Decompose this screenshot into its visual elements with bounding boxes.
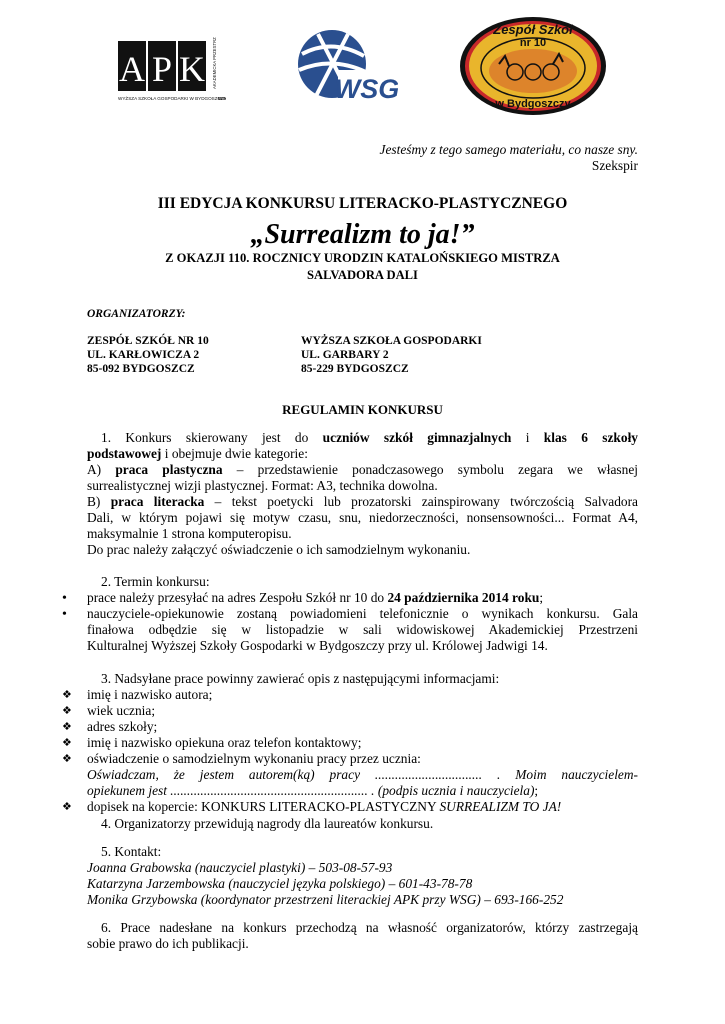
organizer-left-line: UL. KARŁOWICZA 2 [87,349,200,361]
bullet-dot-icon [62,590,82,607]
s3-item-text: imię i nazwisko autora; [87,687,213,702]
s3-title: 3. Nadsyłane prace powinny zawierać opis z następującymi informacjami: [101,671,500,686]
wsg-text: WSG [334,74,398,104]
s3-item-text: imię i nazwisko opiekuna oraz telefon kontaktowy; [87,735,362,750]
apk-letter-k: K [179,49,205,89]
bullet-dot-icon [62,606,82,623]
organizer-right-line: WYŻSZA SZKOŁA GOSPODARKI [301,335,482,347]
s1-line-1: 1. Konkurs skierowany jest do uczniów szkół gimnazjalnych i klas 6 szkoły [101,430,638,445]
s1-category-b-line-3: maksymalnie 1 strona komputeropisu. [87,526,292,541]
diamond-bullet-icon: ❖ [62,800,72,813]
organizer-left [87,334,209,376]
s2-bullet-1-text: prace należy przesyłać na adres Zespołu Szkół nr 10 do 24 października 2014 roku; [87,590,544,605]
s3-envelope-text: dopisek na kopercie: KONKURS LITERACKO-PLASTYCZNY SURREALIZM TO JA! [87,799,562,814]
s4-text: 4. Organizatorzy przewidują nagrody dla laureatów konkursu. [101,816,434,831]
organizers-label: ORGANIZATORZY: [87,308,186,320]
organizer-left-line: ZESPÓŁ SZKÓŁ NR 10 [87,335,209,347]
contact-line: Joanna Grabowska (nauczyciel plastyki) – 503-08-57-93 [87,860,393,875]
contact-line: Katarzyna Jarzembowska (nauczyciel języka polskiego) – 601-43-78-78 [87,876,473,891]
s2-bullet-2-line-2: finałowa odbędzie się w listopadzie w sali widowiskowej Akademickiej Przestrzeni [87,622,638,637]
s1-category-b-line-1: B) praca literacka – tekst poetycki lub prozatorski zainspirowany twórczością Salvadora [87,494,638,509]
apk-small-mark: WS [218,96,226,101]
contact-line: Monika Grzybowska (koordynator przestrzeni literackiej APK przy WSG) – 693-166-252 [87,892,564,907]
s1-category-a-line-1: A) praca plastyczna – przedstawienie ponadczasowego symbolu zegara we własnej [87,462,638,477]
s6-line-1: 6. Prace nadesłane na konkurs przechodzą na własność organizatorów, którzy zastrzegają [101,920,638,935]
s1-category-b-line-2: Dali, w którym pojawi się motyw czasu, snu, niedorzeczności, nonsensowności... Format A4, [87,510,638,525]
s2-bullet-2-line-3: Kulturalnej Wyższej Szkoły Gospodarki w Bydgoszczy przy ul. Królowej Jadwigi 14. [87,638,548,653]
s3-statement-text: Oświadczam, że jestem autorem(ką) pracy ................................ . Moim nauczycielem- [87,767,638,782]
diamond-bullet-icon: ❖ [62,720,72,733]
diamond-bullet-icon: ❖ [62,752,72,765]
zs10-logo [459,16,607,116]
organizer-right-line: 85-229 BYDGOSZCZ [301,363,409,375]
apk-side-text: AKADEMICKA PRZESTRZEŃ KULTURALNA [212,37,217,89]
s3-item-text: adres szkoły; [87,719,158,734]
zs10-top-text: Zespół Szkół [493,22,573,37]
subtitle-line-2: SALVADORA DALI [307,268,418,282]
apk-caption: WYŻSZA SZKOŁA GOSPODARKI W BYDGOSZCZY [118,96,226,101]
apk-letter-a: A [119,49,145,89]
diamond-bullet-icon: ❖ [62,688,72,701]
s2-bullet-2-line-1: nauczyciele-opiekunowie zostaną powiadomieni telefonicznie o wynikach konkursu. Gala [87,606,638,621]
apk-logo [118,37,226,103]
motto-quote: Jesteśmy z tego samego materiału, co nasze sny. [379,142,638,157]
organizer-right-line: UL. GARBARY 2 [301,349,389,361]
subtitle-line-1: Z OKAZJI 110. ROCZNICY URODZIN KATALOŃSKIEGO MISTRZA [165,251,560,265]
contest-title: „Surrealizm to ja!” [250,219,475,250]
s1-line-2: podstawowej i obejmuje dwie kategorie: [87,446,308,461]
zs10-bottom-text: w Bydgoszczy [495,98,571,110]
zs10-nr-text: nr 10 [519,37,547,49]
organizer-left-line: 85-092 BYDGOSZCZ [87,363,195,375]
s1-note: Do prac należy załączyć oświadczenie o ich samodzielnym wykonaniu. [87,542,471,557]
s2-title: 2. Termin konkursu: [101,574,210,589]
edition-heading: III EDYCJA KONKURSU LITERACKO-PLASTYCZNEGO [157,195,568,212]
diamond-bullet-icon: ❖ [62,704,72,717]
regulamin-title: REGULAMIN KONKURSU [282,402,443,417]
organizer-right [301,334,482,376]
s3-item-text: wiek ucznia; [87,703,156,718]
s3-item-text: oświadczenie o samodzielnym wykonaniu pracy przez ucznia: [87,751,421,766]
s6-line-2: sobie prawo do ich publikacji. [87,936,249,951]
wsg-logo [292,26,398,106]
apk-letter-p: P [151,49,173,89]
s1-category-a-line-2: surrealistycznej wizji plastycznej. Format: A3, technika dowolna. [87,478,438,493]
s3-statement-text-2: opiekunem jest ........................................................... . (podpis ucznia i nauczyciela); [87,783,539,798]
motto-author: Szekspir [591,158,638,173]
s5-title: 5. Kontakt: [101,844,162,859]
diamond-bullet-icon: ❖ [62,736,72,749]
